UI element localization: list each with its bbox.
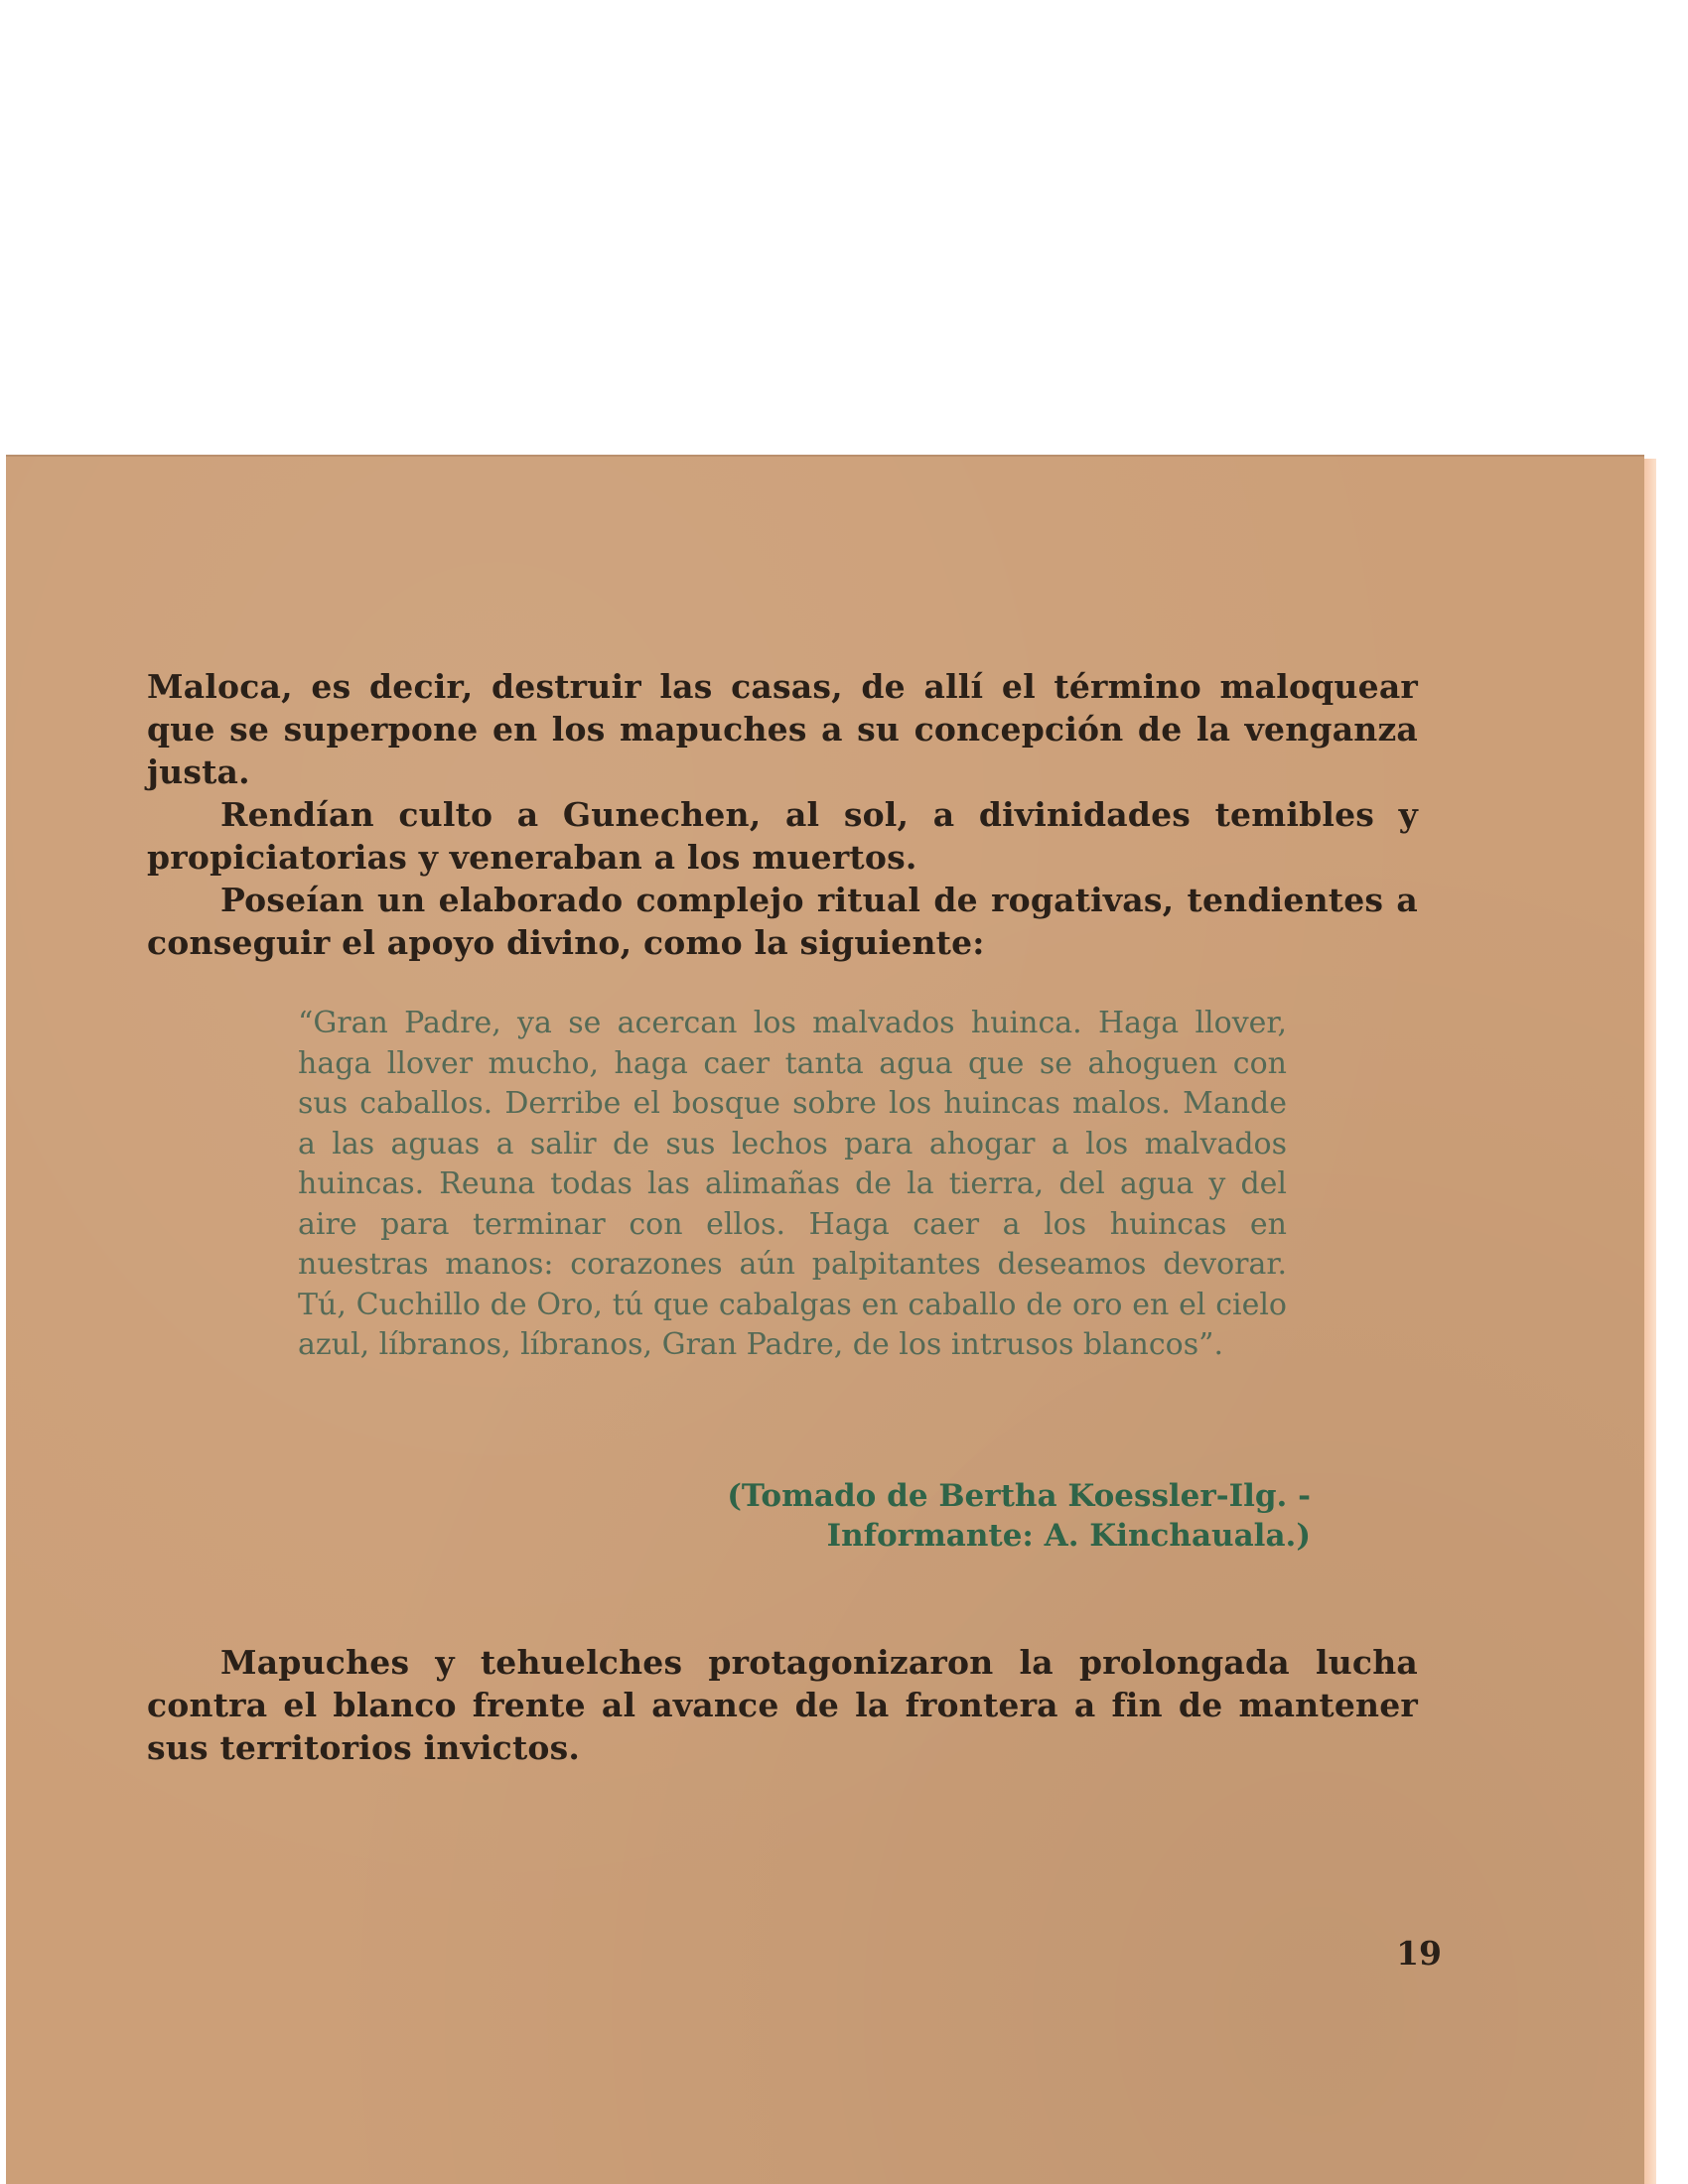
paragraph-culto: Rendían culto a Gunechen, al sol, a divinidades temibles y propiciatorias y veneraban a los muertos. [147,795,1418,877]
quote-source [635,1476,1311,1556]
paragraph-rogativas: Poseían un elaborado complejo ritual de rogativas, tendientes a conseguir el apoyo divino, como la siguiente: [147,881,1418,962]
source-line-2: Informante: A. Kinchauala.) [826,1518,1311,1554]
source-line-1: (Tomado de Bertha Koessler-Ilg. - [727,1478,1311,1514]
page-number: 19 [1396,1934,1442,1973]
paragraph-maloca: Maloca, es decir, destruir las casas, de allí el término maloquear que se superpone en los mapuches a su concepción de la venganza justa. [147,667,1418,791]
prayer-quote: “Gran Padre, ya se acercan los malvados huinca. Haga llover, haga llover mucho, haga caer tanta agua que se ahoguen con sus caballos. Derribe el bosque sobre los huincas malos. Mande a las aguas a salir de sus lechos para ahogar a los malvados huincas. Reuna todas las alimañas de la tierra, del agua y del aire para terminar con ellos. Haga caer a los huincas en nuestras manos: corazones aún palpitantes deseamos devorar. Tú, Cuchillo de Oro, tú que cabalgas en caballo de oro en el cielo azul, líbranos, líbranos, Gran Padre, de los intrusos blancos”. [298,1006,1287,1362]
intro-text [147,665,1418,964]
closing-paragraph: Mapuches y tehuelches protagonizaron la prolongada lucha contra el blanco frente al avance de la frontera a fin de mantener sus territorios invictos. [147,1643,1418,1767]
